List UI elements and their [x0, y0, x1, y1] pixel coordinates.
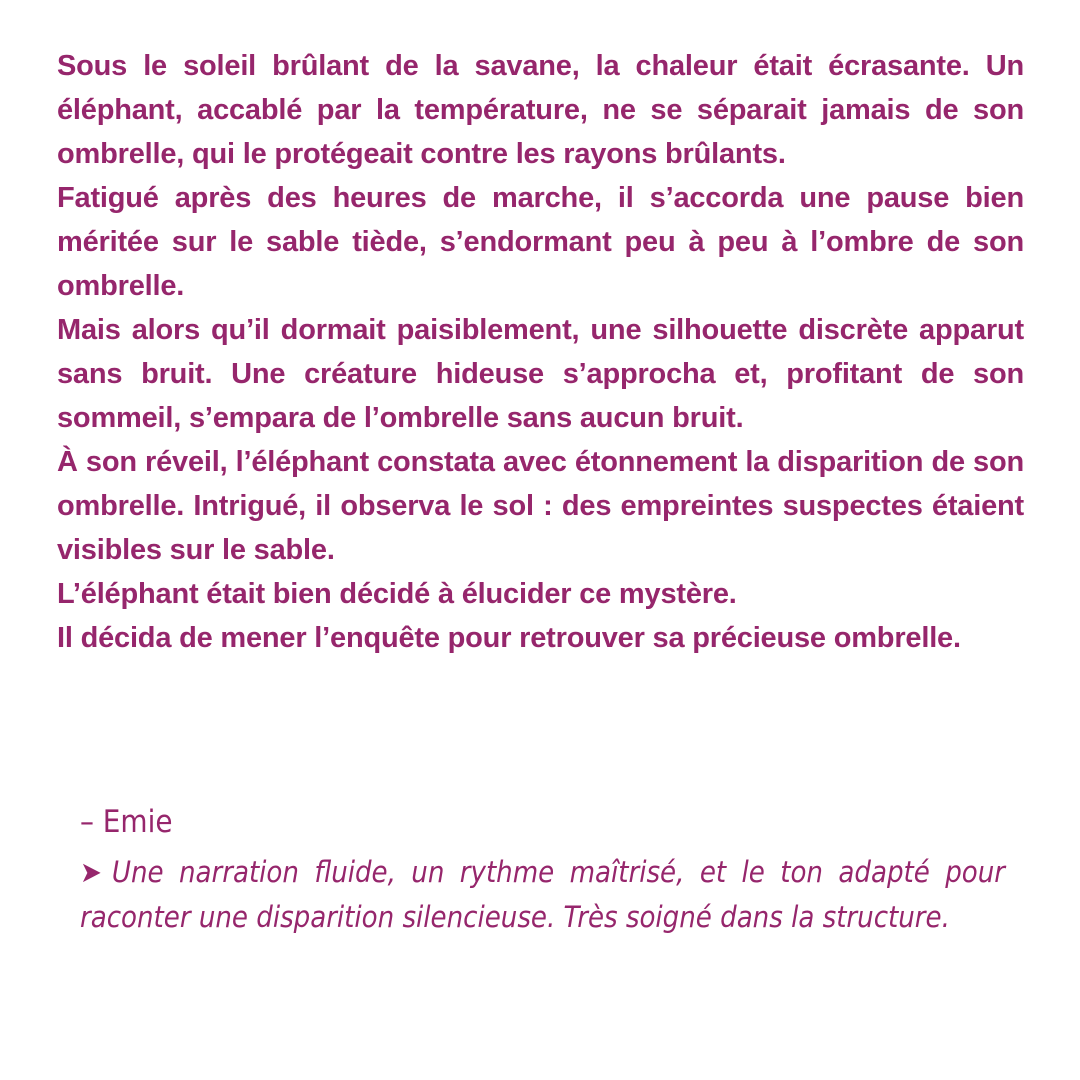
story-paragraph: À son réveil, l’éléphant constata avec étonnement la disparition de son ombrelle. Intrigué, il observa le sol : des empreintes suspectes étaient visibles sur le sable.	[57, 446, 1024, 566]
review-comment-text: Une narration fluide, un rythme maîtrisé, et le ton adapté pour raconter une disparition silencieuse. Très soigné dans la structure.	[80, 855, 1005, 934]
story-paragraph: Mais alors qu’il dormait paisiblement, une silhouette discrète apparut sans bruit. Une créature hideuse s’approcha et, profitant de son sommeil, s’empara de l’ombrelle sans aucun bruit.	[57, 314, 1024, 434]
review-comment	[80, 850, 1005, 940]
story-paragraph: Il décida de mener l’enquête pour retrouver sa précieuse ombrelle.	[57, 622, 961, 654]
story-paragraph: Fatigué après des heures de marche, il s’accorda une pause bien méritée sur le sable tiède, s’endormant peu à peu à l’ombre de son ombrelle.	[57, 182, 1024, 302]
story-paragraph: L’éléphant était bien décidé à élucider ce mystère.	[57, 578, 737, 610]
review-author: – Emie	[80, 804, 173, 840]
arrow-right-icon: ➤	[80, 855, 102, 889]
review-block	[80, 800, 1005, 940]
story-paragraph: Sous le soleil brûlant de la savane, la chaleur était écrasante. Un éléphant, accablé par la température, ne se séparait jamais de son ombrelle, qui le protégeait contre les rayons brûlants.	[57, 50, 1024, 170]
story-text-block	[57, 44, 1024, 660]
